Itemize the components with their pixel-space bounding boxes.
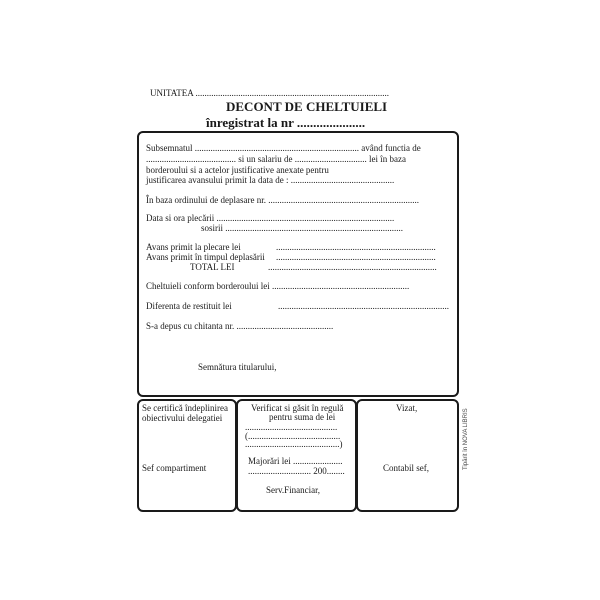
ordin-deplasare-line: În baza ordinului de deplasare nr. ................................................................... [146, 195, 419, 205]
semnatura-titular: Semnătura titularului, [198, 362, 277, 372]
salariu-line: ........................................ si un salariu de ................................ lei în baza [146, 154, 406, 164]
avans-deplasare-label: Avans primit în timpul deplasării [146, 252, 265, 262]
data-plecarii-line: Data si ora plecării ............................................................................... [146, 213, 395, 223]
total-lei-dots: ........................................................................... [268, 262, 437, 272]
vizat-label: Vizat, [396, 403, 418, 413]
suma-dots-3: ..........................................) [245, 439, 343, 449]
borderou-line: borderoului si a actelor justificative anexate pentru [146, 165, 329, 175]
diferenta-label: Diferenta de restituit lei [146, 301, 232, 311]
verificat-line-2: pentru suma de lei [269, 412, 336, 422]
unitatea-line: UNITATEA ...................................................................................... [150, 88, 390, 98]
year-line: ............................ 200........ [248, 466, 345, 476]
viza-box [356, 399, 459, 512]
diferenta-dots: ............................................................................ [278, 301, 449, 311]
sef-compartiment: Sef compartiment [142, 463, 207, 473]
suma-dots-1: ......................................... [245, 422, 338, 432]
printer-credit: Tipărit în NOVA LIBRIS [463, 408, 469, 470]
suma-dots-2: (......................................... [245, 431, 341, 441]
form-subtitle: înregistrat la nr ..................... [206, 115, 366, 130]
avans-deplasare-dots: ....................................................................... [276, 252, 436, 262]
certificare-line-1: Se certifică îndeplinirea [142, 403, 228, 413]
contabil-sef: Contabil sef, [383, 463, 429, 473]
verificat-line-1: Verificat si găsit în regulă [251, 403, 344, 413]
avans-plecare-dots: ....................................................................... [276, 242, 436, 252]
chitanta-line: S-a depus cu chitanta nr. ........................................... [146, 321, 334, 331]
total-lei-label: TOTAL LEI [190, 262, 235, 272]
form-title: DECONT DE CHELTUIELI [226, 99, 388, 114]
sosirii-line: sosirii ............................................................................... [201, 223, 404, 233]
justificare-line: justificarea avansului primit la data de : .............................................. [146, 175, 395, 185]
certificare-line-2: obiectivului delegatiei [142, 413, 223, 423]
majorari-line: Majorări lei ...................... [248, 456, 343, 466]
serv-financiar: Serv.Financiar, [266, 485, 321, 495]
subsemnatul-line: Subsemnatul ......................................................................... având functia de [146, 143, 421, 153]
cheltuieli-line: Cheltuieli conform borderoului lei ............................................................. [146, 281, 410, 291]
avans-plecare-label: Avans primit la plecare lei [146, 242, 241, 252]
